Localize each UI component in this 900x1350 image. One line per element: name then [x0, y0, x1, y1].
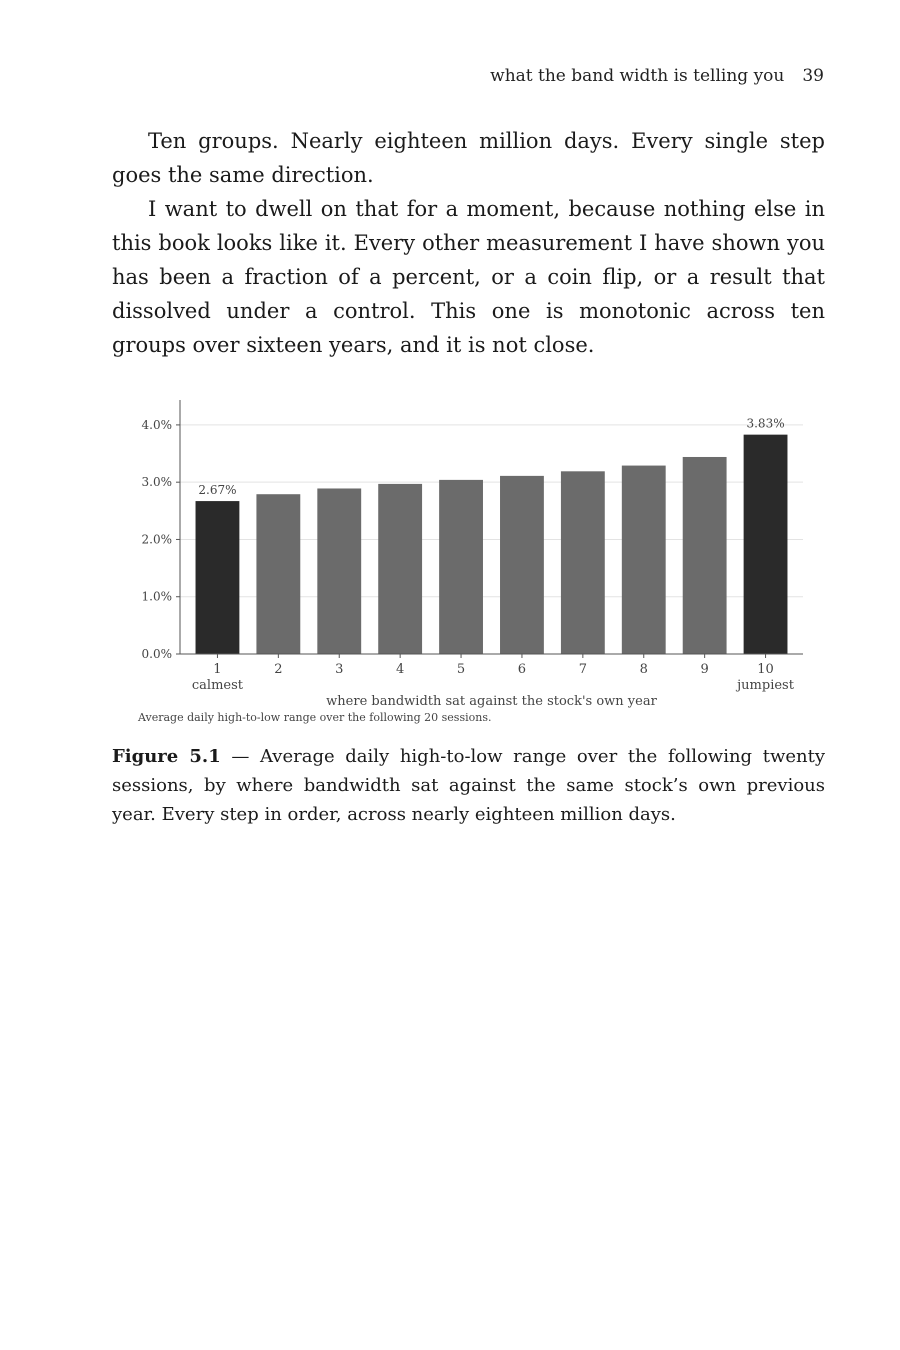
- y-tick-label: 3.0%: [141, 475, 172, 490]
- chart-note: Average daily high-to-low range over the following 20 sessions.: [138, 711, 492, 724]
- bar: [683, 457, 727, 654]
- running-title: what the band width is telling you: [490, 66, 785, 86]
- x-tick-label: 5: [456, 662, 466, 677]
- x-tick-label: 6: [517, 662, 527, 677]
- figure-5-1: [112, 390, 825, 730]
- x-axis-label: where bandwidth sat against the stock's own year: [326, 694, 657, 709]
- bar: [256, 494, 300, 654]
- x-tick-label: 4: [396, 662, 405, 677]
- bar: [196, 501, 240, 654]
- paragraph-2: I want to dwell on that for a moment, because nothing else in this book looks like it. Every other measurement I have shown you has been a fraction of a percent, or a coin flip, or a result that dissolved under a control. This one is monotonic across ten groups over sixteen years, and it is not close.: [112, 197, 825, 357]
- body-text: [112, 124, 825, 362]
- bar-value-label: 3.83%: [746, 416, 785, 431]
- bar-value-label: 2.67%: [198, 483, 237, 498]
- bar: [744, 435, 788, 654]
- x-tick-label: 2: [274, 662, 283, 677]
- page-number: 39: [802, 66, 824, 86]
- bar: [439, 480, 483, 654]
- y-tick-label: 0.0%: [141, 647, 172, 661]
- y-tick-label: 2.0%: [141, 532, 172, 547]
- x-tick-label: 3: [335, 662, 344, 677]
- bar: [317, 488, 361, 654]
- y-tick-label: 4.0%: [141, 417, 172, 432]
- x-category-sublabel: calmest: [191, 678, 244, 693]
- figure-label: Figure 5.1: [112, 746, 221, 767]
- x-category-sublabel: jumpiest: [737, 678, 794, 693]
- bar: [622, 466, 666, 654]
- paragraph-1: Ten groups. Nearly eighteen million days. Every single step goes the same direction.: [112, 129, 825, 187]
- x-tick-label: 7: [578, 662, 587, 677]
- figure-caption: [112, 742, 825, 829]
- bar: [378, 484, 422, 654]
- running-head: [490, 66, 824, 86]
- figure-caption-text: — Average daily high-to-low range over the following twenty sessions, by where bandwidth sat against the same stock’s own previous year. Every step in order, across nearly eighteen million days.: [112, 746, 825, 825]
- x-tick-label: 1: [213, 662, 222, 677]
- bar: [500, 476, 544, 654]
- x-tick-label: 8: [639, 662, 648, 677]
- y-tick-label: 1.0%: [141, 589, 172, 604]
- bar-chart: [112, 390, 825, 730]
- x-tick-label: 10: [757, 662, 774, 677]
- bar: [561, 471, 605, 654]
- x-tick-label: 9: [700, 662, 709, 677]
